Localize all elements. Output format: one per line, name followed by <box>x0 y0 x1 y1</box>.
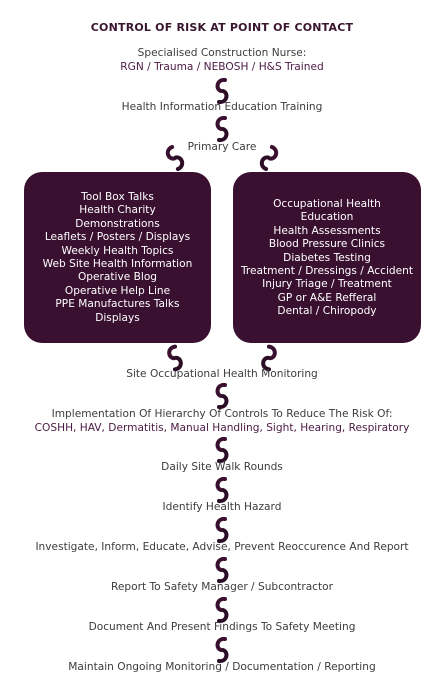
chain-link-icon <box>210 114 234 144</box>
step-health-info: Health Information Education Training <box>121 101 323 113</box>
health-services-list <box>233 198 421 319</box>
step-site-monitoring: Site Occupational Health Monitoring <box>126 368 318 380</box>
step-walk-rounds: Daily Site Walk Rounds <box>161 461 283 473</box>
step-maintain: Maintain Ongoing Monitoring / Documentation / Reporting <box>68 661 376 673</box>
health-services-list-item: Treatment / Dressings / Accident <box>240 265 413 278</box>
education-list-item: PPE Manufactures Talks <box>55 298 180 311</box>
health-services-list-item: Health Assessments <box>273 224 381 237</box>
health-services-list-item: Dental / Chiropody <box>277 305 377 318</box>
health-services-list-item: Blood Pressure Clinics <box>268 238 386 251</box>
nurse-label: Specialised Construction Nurse: <box>137 47 307 59</box>
step-report: Report To Safety Manager / Subcontractor <box>111 581 333 593</box>
health-services-list-item: Diabetes Testing <box>283 251 371 264</box>
education-list-item: Demonstrations <box>75 217 160 230</box>
health-services-box <box>233 172 421 343</box>
step-primary-care: Primary Care <box>187 141 257 153</box>
step-document: Document And Present Findings To Safety Meeting <box>88 621 356 633</box>
education-list-item: Tool Box Talks <box>81 191 154 203</box>
education-box <box>24 172 211 343</box>
education-list-item: Web Site Health Information <box>42 258 193 271</box>
health-services-list-item: Education <box>300 211 354 224</box>
education-list-item: Health Charity <box>79 204 156 217</box>
nurse-qualifications: RGN / Trauma / NEBOSH / H&S Trained <box>120 61 324 73</box>
education-list-item: Displays <box>95 311 140 324</box>
education-list-item: Weekly Health Topics <box>61 244 174 257</box>
step-identify-hazard: Identify Health Hazard <box>162 501 282 513</box>
step-hierarchy-risks: COSHH, HAV, Dermatitis, Manual Handling, Sight, Hearing, Respiratory <box>34 422 410 434</box>
health-services-list-item: Occupational Health <box>273 198 381 210</box>
education-list-item: Operative Blog <box>77 271 158 284</box>
education-list-item: Operative Help Line <box>64 284 171 297</box>
health-services-list-item: GP or A&E Refferal <box>277 291 377 304</box>
education-list-item: Leaflets / Posters / Displays <box>44 231 191 244</box>
education-list <box>24 191 211 325</box>
chain-link-icon <box>210 381 234 411</box>
step-hierarchy-label: Implementation Of Hierarchy Of Controls To Reduce The Risk Of: <box>51 408 393 420</box>
diagram-title: CONTROL OF RISK AT POINT OF CONTACT <box>90 21 354 34</box>
health-services-list-item: Injury Triage / Treatment <box>262 278 392 291</box>
step-investigate: Investigate, Inform, Educate, Advise, Prevent Reoccurence And Report <box>35 541 409 553</box>
